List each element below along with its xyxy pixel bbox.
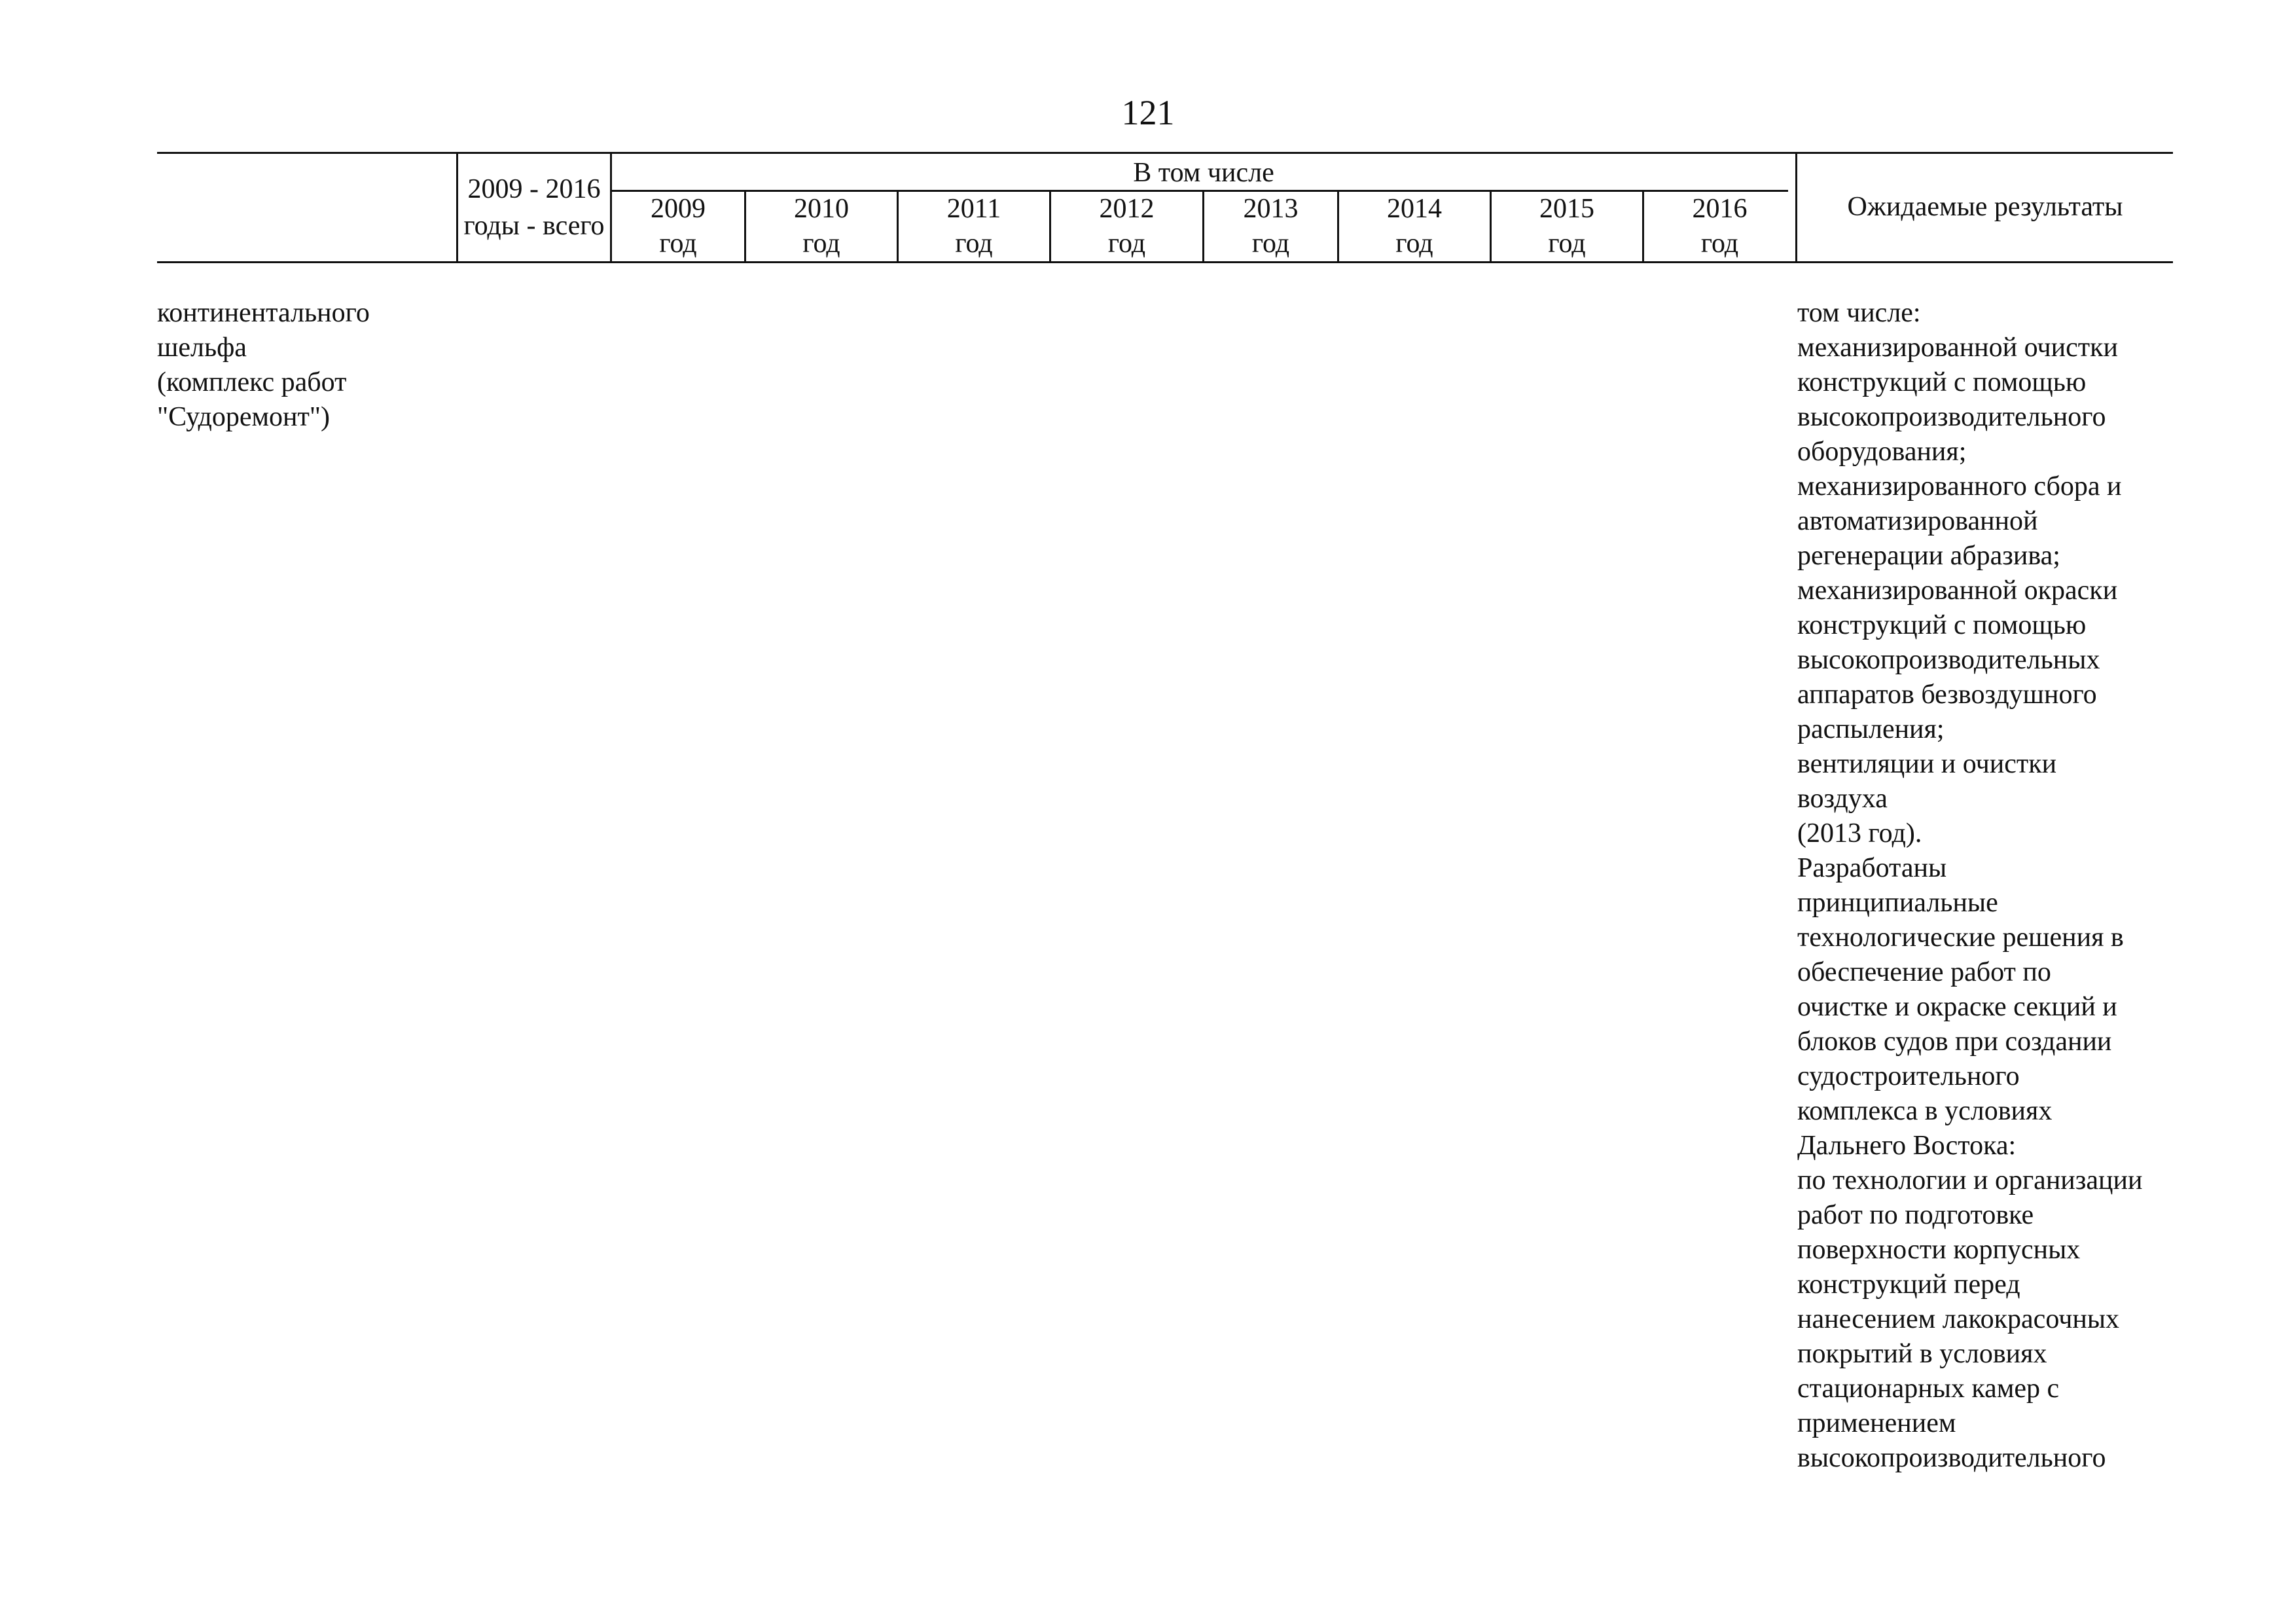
- year-unit: год: [1251, 228, 1290, 259]
- results-line: регенерации абразива;: [1797, 541, 2060, 571]
- year-unit: год: [1548, 228, 1586, 259]
- results-line: Разработаны: [1797, 853, 1947, 883]
- results-line: технологические решения в: [1797, 922, 2124, 953]
- year-unit: год: [1107, 228, 1146, 259]
- results-line: применением: [1797, 1408, 1956, 1438]
- results-line: распыления;: [1797, 714, 1945, 744]
- page-number: 121: [1121, 93, 1175, 132]
- year-header: 2012: [1099, 194, 1155, 224]
- results-line: автоматизированной: [1797, 506, 2038, 536]
- results-line: Дальнего Востока:: [1797, 1131, 2017, 1161]
- total-period-sublabel: годы - всего: [463, 211, 605, 241]
- results-line: конструкций с помощью: [1797, 610, 2087, 640]
- year-header: 2010: [794, 194, 849, 224]
- results-line: механизированной очистки: [1797, 333, 2119, 363]
- results-line: комплекса в условиях: [1797, 1096, 2053, 1126]
- year-unit: год: [802, 228, 840, 259]
- year-header: 2011: [946, 194, 1001, 224]
- results-line: воздуха: [1797, 784, 1888, 814]
- year-header: 2014: [1387, 194, 1442, 224]
- results-line: механизированной окраски: [1797, 575, 2118, 606]
- results-line: том числе:: [1797, 298, 1921, 328]
- results-header: Ожидаемые результаты: [1847, 192, 2123, 222]
- year-unit: год: [659, 228, 697, 259]
- left-column-line: континентального: [157, 298, 370, 328]
- year-unit: год: [955, 228, 993, 259]
- year-header: 2015: [1539, 194, 1594, 224]
- results-line: работ по подготовке: [1797, 1200, 2034, 1230]
- year-header: 2016: [1692, 194, 1748, 224]
- results-line: высокопроизводительных: [1797, 645, 2100, 675]
- total-period-label: 2009 - 2016: [467, 174, 601, 204]
- results-line: оборудования;: [1797, 437, 1967, 467]
- results-line: аппаратов безвоздушного: [1797, 680, 2097, 710]
- left-column-line: шельфа: [157, 333, 247, 363]
- results-line: конструкций с помощью: [1797, 367, 2087, 397]
- left-column-line: "Судоремонт"): [157, 402, 331, 432]
- results-line: высокопроизводительного: [1797, 402, 2106, 432]
- results-line: судостроительного: [1797, 1061, 2020, 1091]
- results-line: нанесением лакокрасочных: [1797, 1304, 2120, 1334]
- results-line: вентиляции и очистки: [1797, 749, 2057, 779]
- header-divider: [456, 152, 458, 263]
- year-header: 2013: [1243, 194, 1299, 224]
- year-header: 2009: [651, 194, 706, 224]
- group-label: В том числе: [1133, 158, 1274, 188]
- results-line: конструкций перед: [1797, 1269, 2020, 1300]
- results-line: по технологии и организации: [1797, 1165, 2143, 1195]
- results-line: высокопроизводительного: [1797, 1443, 2106, 1473]
- results-line: покрытий в условиях: [1797, 1339, 2047, 1369]
- year-unit: год: [1700, 228, 1739, 259]
- results-line: (2013 год).: [1797, 818, 1922, 848]
- results-line: принципиальные: [1797, 888, 1998, 918]
- results-line: обеспечение работ по: [1797, 957, 2051, 987]
- results-line: стационарных камер с: [1797, 1374, 2060, 1404]
- left-column-text: [157, 296, 445, 435]
- header-top-rule: [157, 152, 2173, 154]
- year-unit: год: [1395, 228, 1433, 259]
- results-line: блоков судов при создании: [1797, 1027, 2112, 1057]
- results-line: механизированного сбора и: [1797, 471, 2122, 501]
- results-line: поверхности корпусных: [1797, 1235, 2081, 1265]
- results-column-text: [1797, 296, 2190, 1476]
- header-bottom-rule: [157, 261, 2173, 263]
- header-group-rule: [610, 190, 1788, 192]
- left-column-line: (комплекс работ: [157, 367, 347, 397]
- results-line: очистке и окраске секций и: [1797, 992, 2117, 1022]
